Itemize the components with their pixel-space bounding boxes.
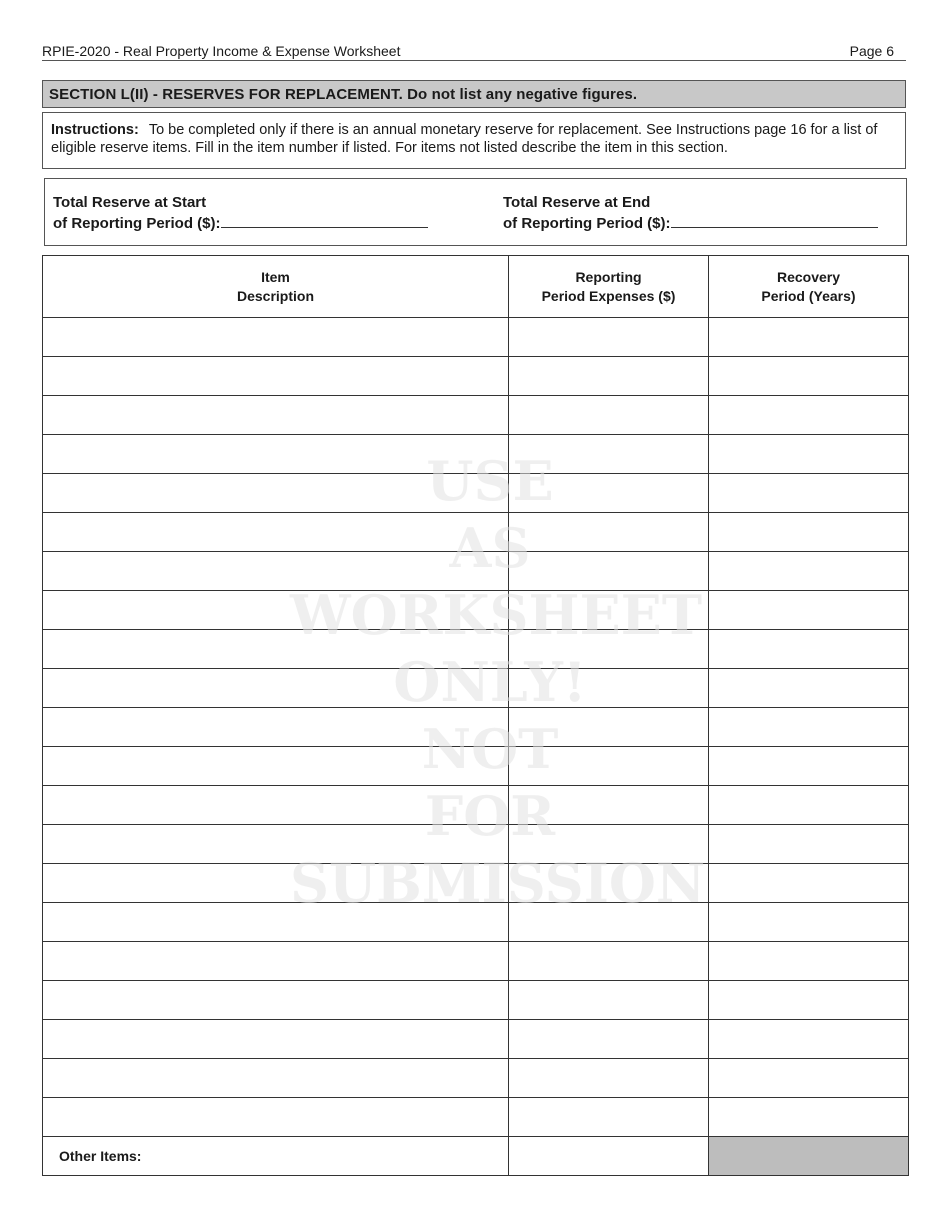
table-row (43, 552, 909, 591)
item-description-cell[interactable] (43, 825, 509, 864)
recovery-period-cell[interactable] (709, 1098, 909, 1137)
expenses-cell[interactable] (509, 318, 709, 357)
item-description-cell[interactable] (43, 591, 509, 630)
watermark-line: AS (449, 516, 531, 580)
recovery-period-cell[interactable] (709, 903, 909, 942)
total-start-label-line1: Total Reserve at Start (53, 194, 207, 211)
item-description-cell[interactable] (43, 513, 509, 552)
item-description-cell[interactable] (43, 942, 509, 981)
recovery-period-cell[interactable] (709, 474, 909, 513)
expenses-cell[interactable] (509, 708, 709, 747)
table-row (43, 981, 909, 1020)
recovery-period-cell[interactable] (709, 747, 909, 786)
total-reserve-end (503, 192, 878, 234)
table-row (43, 1059, 909, 1098)
recovery-period-cell[interactable] (709, 318, 909, 357)
other-items-label: Other Items: (43, 1137, 509, 1176)
recovery-period-cell[interactable] (709, 396, 909, 435)
table-row (43, 513, 909, 552)
reserves-table (42, 255, 909, 1176)
item-description-cell[interactable] (43, 864, 509, 903)
recovery-period-cell[interactable] (709, 357, 909, 396)
recovery-period-cell[interactable] (709, 981, 909, 1020)
table-row (43, 474, 909, 513)
expenses-cell[interactable] (509, 474, 709, 513)
recovery-period-cell[interactable] (709, 1059, 909, 1098)
table-row (43, 396, 909, 435)
instructions-box (42, 112, 906, 169)
table-row (43, 1020, 909, 1059)
total-end-label-line2: of Reporting Period ($): (503, 215, 671, 232)
table-row (43, 669, 909, 708)
item-description-cell[interactable] (43, 552, 509, 591)
expenses-cell[interactable] (509, 825, 709, 864)
page-number: Page 6 (849, 43, 894, 59)
section-title: SECTION L(II) - RESERVES FOR REPLACEMENT. Do not list any negative figures. (42, 80, 906, 108)
total-end-field[interactable] (671, 213, 878, 228)
item-description-cell[interactable] (43, 435, 509, 474)
expenses-cell[interactable] (509, 630, 709, 669)
item-description-cell[interactable] (43, 357, 509, 396)
recovery-period-cell[interactable] (709, 552, 909, 591)
col-header-recovery-period: Recovery Period (Years) (709, 256, 909, 318)
watermark-line: USE (426, 449, 554, 513)
instructions-label: Instructions: (51, 122, 139, 138)
total-start-label-line2: of Reporting Period ($): (53, 215, 221, 232)
expenses-cell[interactable] (509, 552, 709, 591)
total-end-label-line1: Total Reserve at End (503, 194, 651, 211)
recovery-period-cell[interactable] (709, 825, 909, 864)
total-start-field[interactable] (221, 213, 428, 228)
table-row (43, 786, 909, 825)
expenses-cell[interactable] (509, 1098, 709, 1137)
recovery-period-cell[interactable] (709, 435, 909, 474)
table-row (43, 864, 909, 903)
other-items-expenses-cell[interactable] (509, 1137, 709, 1176)
table-row (43, 1098, 909, 1137)
item-description-cell[interactable] (43, 474, 509, 513)
expenses-cell[interactable] (509, 747, 709, 786)
watermark-line: ONLY! (393, 650, 587, 714)
table-body (43, 318, 909, 1176)
total-reserve-start (53, 192, 428, 234)
table-row (43, 435, 909, 474)
expenses-cell[interactable] (509, 1020, 709, 1059)
expenses-cell[interactable] (509, 435, 709, 474)
table-row (43, 708, 909, 747)
item-description-cell[interactable] (43, 786, 509, 825)
table-row (43, 318, 909, 357)
recovery-period-cell[interactable] (709, 786, 909, 825)
item-description-cell[interactable] (43, 1098, 509, 1137)
other-items-recovery-cell-shaded (709, 1137, 909, 1176)
table-row (43, 357, 909, 396)
other-items-row (43, 1137, 909, 1176)
table-row (43, 942, 909, 981)
item-description-cell[interactable] (43, 1020, 509, 1059)
table-header-row (43, 256, 909, 318)
recovery-period-cell[interactable] (709, 591, 909, 630)
expenses-cell[interactable] (509, 786, 709, 825)
col-header-item-description: Item Description (43, 256, 509, 318)
item-description-cell[interactable] (43, 981, 509, 1020)
recovery-period-cell[interactable] (709, 630, 909, 669)
watermark-line: NOT (421, 717, 559, 781)
document-title: RPIE-2020 - Real Property Income & Expense Worksheet (42, 43, 401, 59)
item-description-cell[interactable] (43, 747, 509, 786)
expenses-cell[interactable] (509, 591, 709, 630)
recovery-period-cell[interactable] (709, 669, 909, 708)
recovery-period-cell[interactable] (709, 513, 909, 552)
table-row (43, 747, 909, 786)
col-header-reporting-period-expenses: Reporting Period Expenses ($) (509, 256, 709, 318)
page-header (42, 43, 906, 61)
recovery-period-cell[interactable] (709, 1020, 909, 1059)
item-description-cell[interactable] (43, 396, 509, 435)
totals-box (44, 178, 907, 246)
expenses-cell[interactable] (509, 1059, 709, 1098)
recovery-period-cell[interactable] (709, 864, 909, 903)
recovery-period-cell[interactable] (709, 708, 909, 747)
item-description-cell[interactable] (43, 630, 509, 669)
table-row (43, 591, 909, 630)
item-description-cell[interactable] (43, 669, 509, 708)
watermark-line: WORKSHEET (290, 583, 703, 647)
item-description-cell[interactable] (43, 903, 509, 942)
recovery-period-cell[interactable] (709, 942, 909, 981)
expenses-cell[interactable] (509, 669, 709, 708)
expenses-cell[interactable] (509, 396, 709, 435)
item-description-cell[interactable] (43, 1059, 509, 1098)
watermark-line: SUBMISSION (290, 851, 706, 915)
expenses-cell[interactable] (509, 903, 709, 942)
instructions-text: To be completed only if there is an annual monetary reserve for replacement. See Instructions page 16 for a list of eligible reserve items. Fill in the item number if listed. For items not listed describe the item in this section. (51, 122, 878, 156)
item-description-cell[interactable] (43, 708, 509, 747)
table-row (43, 630, 909, 669)
expenses-cell[interactable] (509, 513, 709, 552)
expenses-cell[interactable] (509, 357, 709, 396)
expenses-cell[interactable] (509, 981, 709, 1020)
watermark-line: FOR (424, 784, 556, 848)
table-row (43, 903, 909, 942)
item-description-cell[interactable] (43, 318, 509, 357)
expenses-cell[interactable] (509, 864, 709, 903)
expenses-cell[interactable] (509, 942, 709, 981)
table-row (43, 825, 909, 864)
